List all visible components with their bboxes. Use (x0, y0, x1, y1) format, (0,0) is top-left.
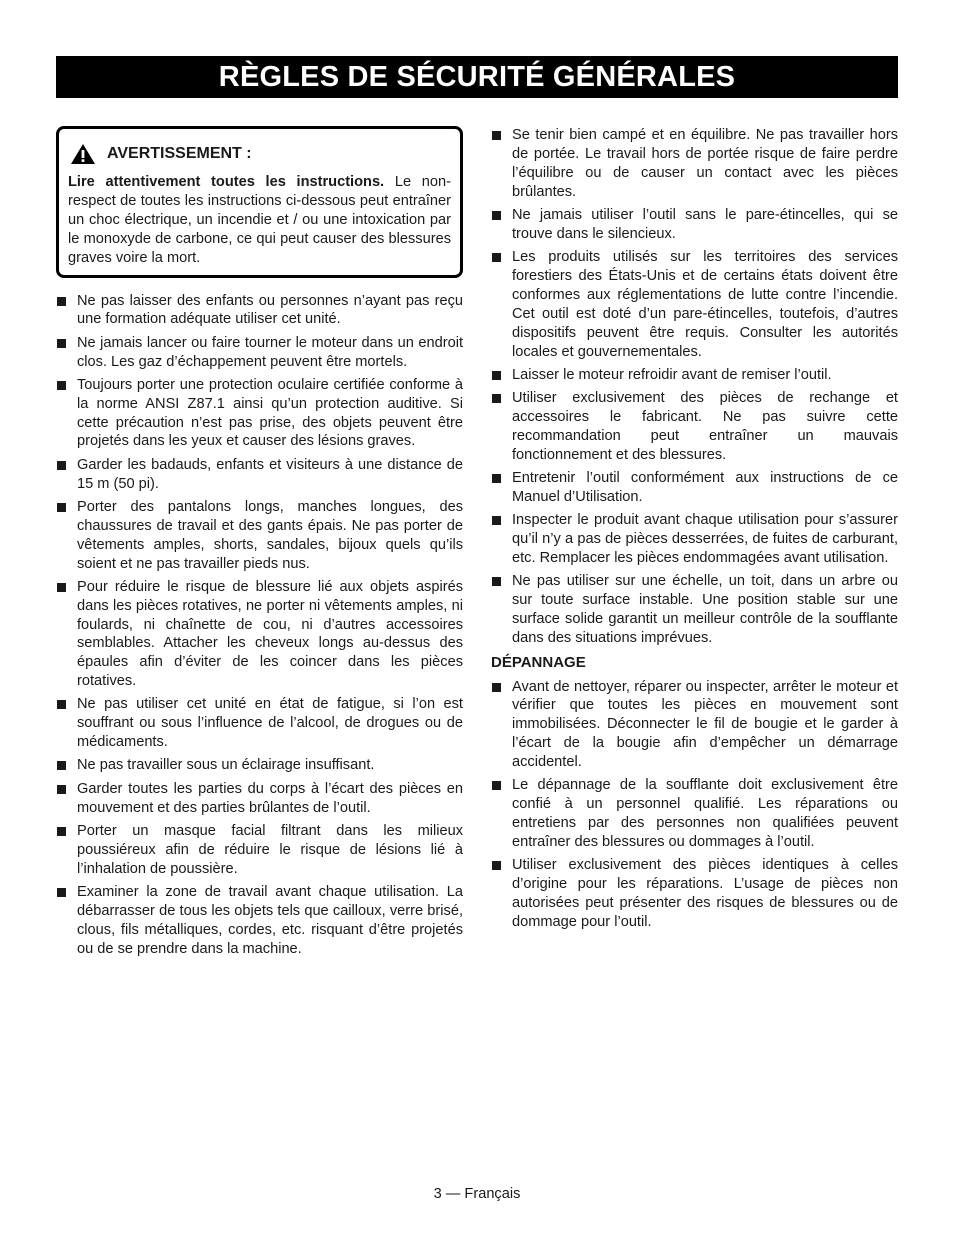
depannage-bullet-list (491, 678, 898, 932)
bullet-square-icon (57, 461, 66, 470)
bullet-square-icon (492, 131, 501, 140)
page-title-bar (56, 56, 898, 98)
list-item: Ne pas laisser des enfants ou personnes n’ayant pas reçu une formation adéquate utiliser cet unité. (56, 292, 463, 330)
warning-title: AVERTISSEMENT : (107, 144, 252, 162)
bullet-square-icon (57, 888, 66, 897)
depannage-heading: DÉPANNAGE (491, 653, 586, 671)
bullet-square-icon (492, 577, 501, 586)
list-item: Porter des pantalons longs, manches longues, des chaussures de travail et des gants épais. Ne pas porter de vêtements amples, shorts, sandales, bijoux quels qu’ils soient et ne pas travailler pieds nus. (56, 498, 463, 574)
list-item: Entretenir l’outil conformément aux instructions de ce Manuel d’Utilisation. (491, 469, 898, 507)
bullet-square-icon (57, 381, 66, 390)
list-item: Les produits utilisés sur les territoires des services forestiers des États-Unis et de certains états doivent être conformes aux réglementations de lutte contre l’incendie. Cet outil est doté d’un pare-étincelles, toutefois, d’autres dispositifs peuvent être requis. Consulter les autorités locales et gouvernementales. (491, 248, 898, 361)
bullet-square-icon (492, 516, 501, 525)
bullet-square-icon (57, 583, 66, 592)
bullet-square-icon (492, 683, 501, 692)
bullet-square-icon (492, 781, 501, 790)
bullet-square-icon (57, 700, 66, 709)
bullet-square-icon (57, 761, 66, 770)
left-column (56, 126, 463, 963)
warning-header (68, 143, 451, 165)
bullet-square-icon (492, 253, 501, 262)
bullet-square-icon (57, 827, 66, 836)
bullet-square-icon (57, 339, 66, 348)
warning-body-text: Le non-respect de toutes les instructions ci-dessous peut entraîner un choc électrique, un incendie et / ou une intoxication par le monoxyde de carbone, ce qui peut causer des blessures graves voire la mort. (68, 174, 451, 266)
warning-box (56, 126, 463, 278)
bullet-square-icon (492, 474, 501, 483)
warning-triangle-icon (70, 143, 96, 165)
list-item: Ne pas travailler sous un éclairage insuffisant. (56, 756, 463, 775)
page-title: RÈGLES DE SÉCURITÉ GÉNÉRALES (218, 60, 736, 93)
list-item: Ne pas utiliser cet unité en état de fatigue, si l’on est souffrant ou sous l’influence de l’alcool, de drogues ou de médicaments. (56, 695, 463, 752)
page-footer (0, 1186, 954, 1202)
list-item: Ne pas utiliser sur une échelle, un toit, dans un arbre ou sur toute surface instable. Une position stable sur une surface solide garantit un meilleur contrôle de la soufflante dans des situations imprévues. (491, 572, 898, 648)
bullet-square-icon (492, 394, 501, 403)
list-item: Utiliser exclusivement des pièces identiques à celles d’origine pour les réparations. L’usage de pièces non autorisées peut présenter des risques de blessures ou de dommage pour l’outil. (491, 856, 898, 932)
bullet-square-icon (57, 297, 66, 306)
right-bullet-list (491, 126, 898, 648)
left-bullet-list (56, 292, 463, 959)
right-column (491, 126, 898, 936)
bullet-square-icon (492, 211, 501, 220)
bullet-square-icon (492, 371, 501, 380)
list-item: Garder toutes les parties du corps à l’écart des pièces en mouvement et des parties brûlantes de l’outil. (56, 780, 463, 818)
bullet-square-icon (492, 861, 501, 870)
list-item: Toujours porter une protection oculaire certifiée conforme à la norme ANSI Z87.1 ainsi qu’un protection auditive. Si cette précaution n’est pas prise, des objets peuvent être projetés dans les yeux et causer des lésions graves. (56, 376, 463, 452)
list-item: Porter un masque facial filtrant dans les milieux poussiéreux afin de réduire le risque de lésions lié à l’inhalation de poussière. (56, 822, 463, 879)
list-item: Laisser le moteur refroidir avant de remiser l’outil. (491, 366, 898, 385)
warning-lead: Lire attentivement toutes les instructions. (68, 174, 385, 190)
bullet-square-icon (57, 503, 66, 512)
list-item: Pour réduire le risque de blessure lié aux objets aspirés dans les pièces rotatives, ne porter ni vêtements amples, ni foulards, ni chaînette de cou, ni d’autres accessoires semblables. Attacher les cheveux longs au-dessus des épaules afin d’éviter de les coincer dans les pièces rotatives. (56, 578, 463, 691)
list-item: Garder les badauds, enfants et visiteurs à une distance de 15 m (50 pi). (56, 456, 463, 494)
list-item: Utiliser exclusivement des pièces de rechange et accessoires le fabricant. Ne pas suivre cette recommandation peut entraîner un mauvais fonctionnement et des blessures. (491, 389, 898, 465)
list-item: Inspecter le produit avant chaque utilisation pour s’assurer qu’il n’y a pas de pièces desserrées, de fuites de carburant, etc. Remplacer les pièces endommagées avant utilisation. (491, 511, 898, 568)
list-item: Le dépannage de la soufflante doit exclusivement être confié à un personnel qualifié. Les réparations ou entretiens par des personnes non qualifiées peuvent entraîner des blessures ou dommages à l’outil. (491, 776, 898, 852)
page-number: 3 — Français (433, 1186, 521, 1202)
bullet-square-icon (57, 785, 66, 794)
list-item: Se tenir bien campé et en équilibre. Ne pas travailler hors de portée. Le travail hors de portée risque de faire perdre l’équilibre ou de causer un contact avec les pièces brûlantes. (491, 126, 898, 202)
list-item: Avant de nettoyer, réparer ou inspecter, arrêter le moteur et vérifier que toutes les pièces en mouvement sont immobilisées. Déconnecter le fil de bougie et le garder à l’écart de la bougie afin d’empêcher un démarrage accidentel. (491, 678, 898, 773)
warning-text (68, 173, 451, 268)
list-item: Ne jamais utiliser l’outil sans le pare-étincelles, qui se trouve dans le silencieux. (491, 206, 898, 244)
list-item: Examiner la zone de travail avant chaque utilisation. La débarrasser de tous les objets tels que cailloux, verre brisé, clous, fils métalliques, cordes, etc. risquant d’être projetés ou de se prendre dans la machine. (56, 883, 463, 959)
list-item: Ne jamais lancer ou faire tourner le moteur dans un endroit clos. Les gaz d’échappement peuvent être mortels. (56, 334, 463, 372)
